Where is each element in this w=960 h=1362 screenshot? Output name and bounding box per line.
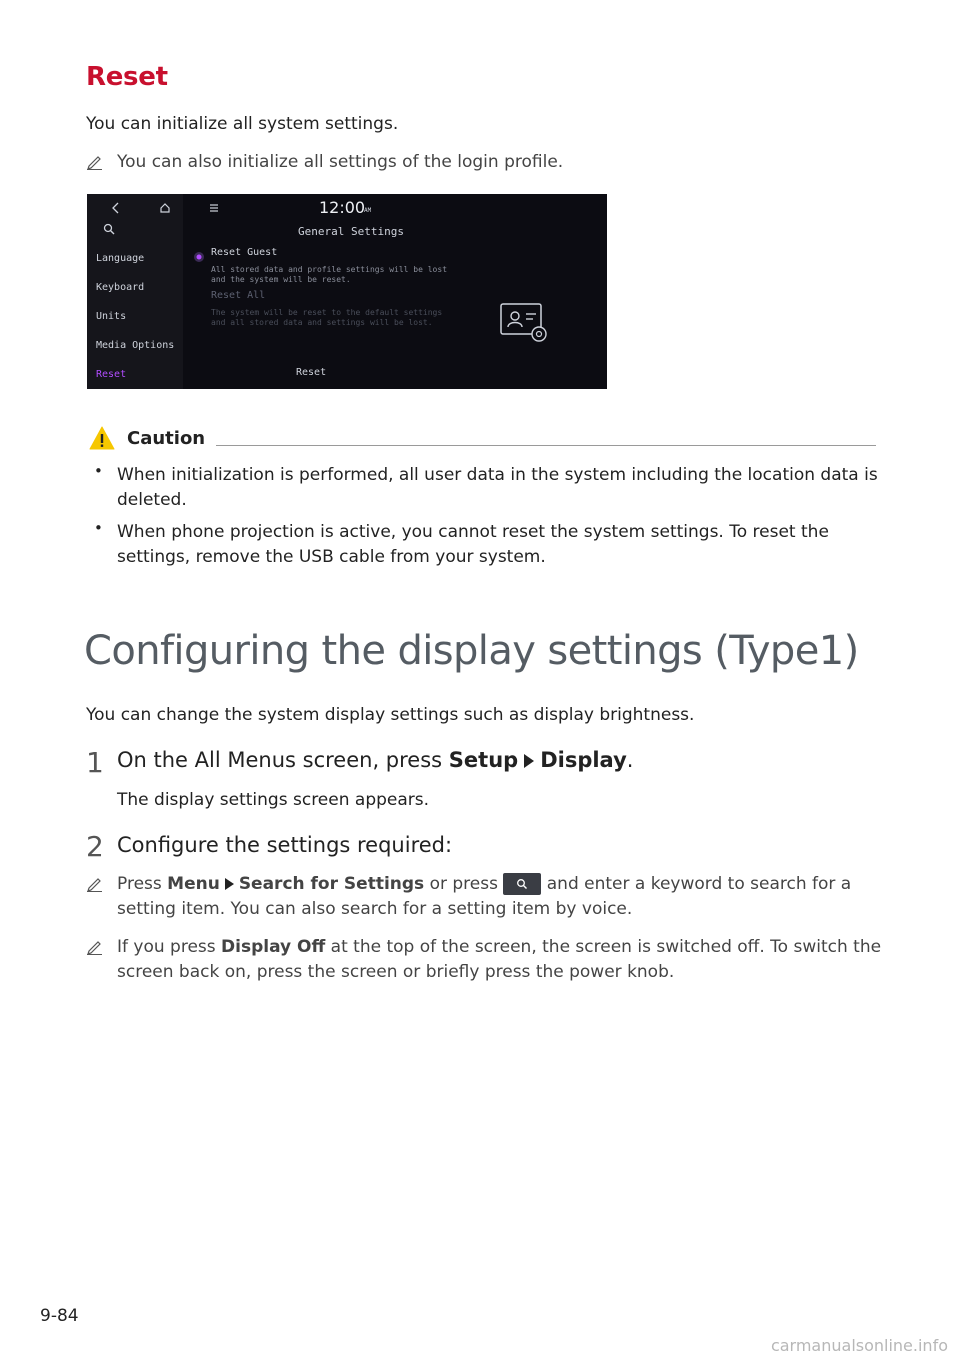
caution-bullet-2-line-2: settings, remove the USB cable from your system.	[117, 547, 546, 567]
note-1-rest: and enter a keyword to search for a	[546, 874, 852, 894]
note-1-or-press: or press	[429, 874, 498, 894]
option-reset-guest-desc-1: All stored data and profile settings will be lost	[211, 265, 448, 274]
section-heading: Configuring the display settings (Type1)	[84, 628, 859, 674]
pencil-note-icon	[86, 937, 104, 955]
screen-title: General Settings	[298, 225, 404, 238]
search-icon	[516, 878, 528, 890]
step-1-display: Display	[540, 748, 627, 772]
screen-clock: 12:00	[319, 198, 366, 217]
arrow-right-icon	[524, 754, 534, 768]
intro-text: You can initialize all system settings.	[86, 114, 399, 134]
step-1-pre: On the All Menus screen, press	[117, 748, 443, 772]
caution-bullet-1-line-1: When initialization is performed, all user data in the system including the location data is	[117, 465, 878, 485]
option-reset-guest[interactable]: Reset Guest	[211, 247, 278, 258]
search-icon[interactable]	[103, 223, 115, 235]
section-title: Reset	[86, 62, 168, 92]
note-2-display-off: Display Off	[221, 937, 326, 957]
back-icon[interactable]	[111, 202, 121, 214]
arrow-right-icon	[225, 878, 234, 890]
caution-title: Caution	[127, 428, 206, 449]
step-1-text	[117, 748, 633, 772]
menu-icon[interactable]	[209, 203, 219, 213]
profile-settings-icon	[497, 300, 553, 346]
note-profile: You can also initialize all settings of the login profile.	[117, 152, 564, 172]
step-1-number: 1	[86, 746, 104, 779]
step-1-sub: The display settings screen appears.	[117, 790, 430, 810]
step-2-note-2-line-2: screen back on, press the screen or briefly press the power knob.	[117, 962, 675, 982]
step-2-note-1-line-2: setting item. You can also search for a setting item by voice.	[117, 899, 633, 919]
pencil-note-icon	[86, 874, 104, 892]
bullet-dot: •	[94, 519, 103, 537]
pencil-note-icon	[86, 152, 104, 170]
menu-item-media-options[interactable]: Media Options	[96, 340, 175, 351]
bullet-dot: •	[94, 462, 103, 480]
menu-item-reset[interactable]: Reset	[96, 369, 127, 380]
note-2-pre: If you press	[117, 937, 216, 957]
note-1-menu: Menu	[167, 874, 220, 894]
page-number: 9-84	[40, 1306, 79, 1326]
screen-ampm: AM	[364, 207, 372, 214]
reset-button[interactable]: Reset	[296, 367, 327, 378]
step-2-text: Configure the settings required:	[117, 833, 453, 857]
note-2-rest: at the top of the screen, the screen is switched off. To switch the	[330, 937, 882, 957]
option-reset-all-desc-1: The system will be reset to the default settings	[211, 308, 443, 317]
watermark: carmanualsonline.info	[770, 1336, 948, 1355]
step-2-note-2	[117, 935, 881, 960]
menu-item-units[interactable]: Units	[96, 311, 127, 322]
heading-intro: You can change the system display settings such as display brightness.	[86, 705, 695, 725]
menu-item-keyboard[interactable]: Keyboard	[96, 282, 145, 293]
settings-screenshot	[87, 194, 607, 389]
home-icon[interactable]	[159, 202, 171, 214]
step-2-number: 2	[86, 830, 104, 863]
step-1-setup: Setup	[448, 748, 519, 772]
note-1-press: Press	[117, 874, 162, 894]
caution-bullet-1-line-2: deleted.	[117, 490, 187, 510]
caution-bullet-2-line-1: When phone projection is active, you cannot reset the system settings. To reset the	[117, 522, 829, 542]
step-2-note-1	[117, 872, 851, 897]
option-reset-guest-desc-2: and the system will be reset.	[211, 275, 351, 284]
step-1-end: .	[626, 748, 634, 772]
radio-selected-icon[interactable]	[193, 251, 205, 263]
option-reset-all[interactable]: Reset All	[211, 290, 266, 301]
menu-item-language[interactable]: Language	[96, 253, 145, 264]
option-reset-all-desc-2: and all stored data and settings will be lost.	[211, 318, 433, 327]
search-button	[503, 873, 541, 895]
warning-icon	[88, 425, 116, 451]
caution-divider	[216, 445, 876, 446]
note-1-search-for-settings: Search for Settings	[238, 874, 425, 894]
